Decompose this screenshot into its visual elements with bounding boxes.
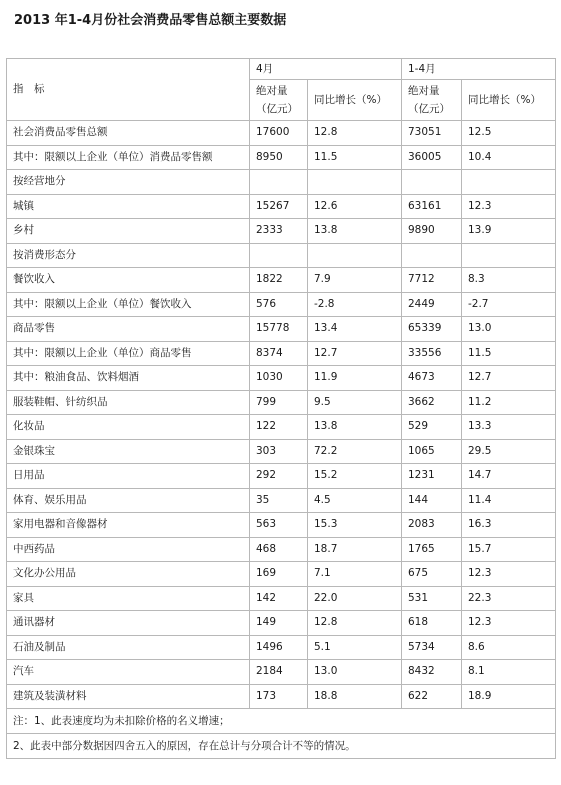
header-index: 指 标	[7, 59, 250, 121]
cell-abs-jan-apr: 2449	[402, 292, 462, 317]
cell-yoy-april: 13.8	[308, 415, 402, 440]
cell-yoy-jan-apr: 22.3	[462, 586, 556, 611]
cell-yoy-jan-apr: 13.9	[462, 219, 556, 244]
row-label: 城镇	[7, 194, 250, 219]
cell-yoy-april: 12.6	[308, 194, 402, 219]
cell-yoy-april: 11.9	[308, 366, 402, 391]
cell-abs-april: 2333	[250, 219, 308, 244]
cell-yoy-jan-apr: 11.2	[462, 390, 556, 415]
cell-yoy-april: 4.5	[308, 488, 402, 513]
row-label: 化妆品	[7, 415, 250, 440]
cell-yoy-jan-apr: 14.7	[462, 464, 556, 489]
row-label: 商品零售	[7, 317, 250, 342]
cell-abs-april: 1030	[250, 366, 308, 391]
cell-yoy-jan-apr: 8.1	[462, 660, 556, 685]
table-row	[7, 513, 556, 538]
cell-abs-jan-apr: 73051	[402, 121, 462, 146]
row-label: 其中：限额以上企业（单位）餐饮收入	[7, 292, 250, 317]
cell-yoy-april: 7.1	[308, 562, 402, 587]
cell-abs-april: 15778	[250, 317, 308, 342]
cell-yoy-april	[308, 243, 402, 268]
table-row	[7, 684, 556, 709]
table-row	[7, 243, 556, 268]
header-period-jan-apr: 1-4月	[402, 59, 556, 80]
cell-abs-jan-apr: 4673	[402, 366, 462, 391]
cell-yoy-jan-apr: 16.3	[462, 513, 556, 538]
cell-yoy-jan-apr: 10.4	[462, 145, 556, 170]
cell-yoy-jan-apr: 12.3	[462, 562, 556, 587]
table-row	[7, 366, 556, 391]
cell-abs-jan-apr: 531	[402, 586, 462, 611]
cell-abs-april: 15267	[250, 194, 308, 219]
note-row	[7, 734, 556, 759]
cell-yoy-jan-apr: 29.5	[462, 439, 556, 464]
cell-abs-jan-apr: 144	[402, 488, 462, 513]
cell-abs-april: 576	[250, 292, 308, 317]
row-label: 家具	[7, 586, 250, 611]
cell-yoy-april: 12.8	[308, 611, 402, 636]
table-row	[7, 317, 556, 342]
cell-yoy-jan-apr: 13.3	[462, 415, 556, 440]
note-row	[7, 709, 556, 734]
cell-yoy-april: 7.9	[308, 268, 402, 293]
row-label: 服装鞋帽、针纺织品	[7, 390, 250, 415]
cell-yoy-jan-apr: -2.7	[462, 292, 556, 317]
cell-abs-jan-apr: 7712	[402, 268, 462, 293]
cell-yoy-jan-apr	[462, 170, 556, 195]
cell-abs-jan-apr: 2083	[402, 513, 462, 538]
cell-abs-jan-apr: 3662	[402, 390, 462, 415]
row-label: 中西药品	[7, 537, 250, 562]
header-period-april: 4月	[250, 59, 402, 80]
table-row	[7, 390, 556, 415]
cell-abs-april: 303	[250, 439, 308, 464]
row-label: 石油及制品	[7, 635, 250, 660]
cell-abs-jan-apr: 1765	[402, 537, 462, 562]
cell-abs-april: 122	[250, 415, 308, 440]
cell-abs-jan-apr: 33556	[402, 341, 462, 366]
row-label: 体育、娱乐用品	[7, 488, 250, 513]
row-label: 文化办公用品	[7, 562, 250, 587]
row-label: 汽车	[7, 660, 250, 685]
cell-abs-jan-apr: 65339	[402, 317, 462, 342]
data-table	[6, 58, 556, 759]
cell-abs-april: 8374	[250, 341, 308, 366]
cell-abs-jan-apr	[402, 243, 462, 268]
cell-yoy-jan-apr: 8.3	[462, 268, 556, 293]
row-label: 其中：限额以上企业（单位）商品零售	[7, 341, 250, 366]
table-notes	[7, 709, 556, 759]
cell-yoy-april: 13.8	[308, 219, 402, 244]
row-label: 按经营地分	[7, 170, 250, 195]
page-title: 2013 年1-4月份社会消费品零售总额主要数据	[14, 13, 287, 28]
cell-abs-jan-apr	[402, 170, 462, 195]
cell-yoy-jan-apr: 8.6	[462, 635, 556, 660]
table-row	[7, 660, 556, 685]
cell-yoy-jan-apr: 12.3	[462, 194, 556, 219]
cell-yoy-april: 12.7	[308, 341, 402, 366]
cell-abs-jan-apr: 675	[402, 562, 462, 587]
cell-abs-april: 8950	[250, 145, 308, 170]
cell-abs-april: 1822	[250, 268, 308, 293]
row-label: 金银珠宝	[7, 439, 250, 464]
cell-abs-april: 1496	[250, 635, 308, 660]
cell-yoy-april: 12.8	[308, 121, 402, 146]
cell-abs-jan-apr: 529	[402, 415, 462, 440]
cell-yoy-april: 18.8	[308, 684, 402, 709]
header-yoy-jan-apr: 同比增长（%）	[462, 80, 556, 121]
row-label: 乡村	[7, 219, 250, 244]
table-row	[7, 586, 556, 611]
row-label: 社会消费品零售总额	[7, 121, 250, 146]
table-row	[7, 268, 556, 293]
row-label: 日用品	[7, 464, 250, 489]
cell-yoy-jan-apr: 12.3	[462, 611, 556, 636]
cell-abs-april: 468	[250, 537, 308, 562]
cell-abs-jan-apr: 36005	[402, 145, 462, 170]
cell-abs-jan-apr: 8432	[402, 660, 462, 685]
header-abs-jan-apr: 绝对量 （亿元）	[402, 80, 462, 121]
cell-abs-jan-apr: 5734	[402, 635, 462, 660]
cell-abs-jan-apr: 622	[402, 684, 462, 709]
row-label: 家用电器和音像器材	[7, 513, 250, 538]
cell-yoy-april: -2.8	[308, 292, 402, 317]
cell-yoy-april: 15.3	[308, 513, 402, 538]
cell-yoy-jan-apr	[462, 243, 556, 268]
cell-abs-april: 173	[250, 684, 308, 709]
cell-abs-april	[250, 243, 308, 268]
cell-abs-april: 17600	[250, 121, 308, 146]
cell-abs-april: 292	[250, 464, 308, 489]
note-2: 2、此表中部分数据因四舍五入的原因，存在总计与分项合计不等的情况。	[7, 734, 556, 759]
table-row	[7, 121, 556, 146]
cell-yoy-april: 5.1	[308, 635, 402, 660]
cell-yoy-jan-apr: 11.5	[462, 341, 556, 366]
cell-abs-april: 149	[250, 611, 308, 636]
cell-yoy-jan-apr: 12.7	[462, 366, 556, 391]
cell-abs-jan-apr: 618	[402, 611, 462, 636]
cell-yoy-jan-apr: 11.4	[462, 488, 556, 513]
table-row	[7, 341, 556, 366]
cell-abs-jan-apr: 63161	[402, 194, 462, 219]
table-row	[7, 415, 556, 440]
cell-abs-jan-apr: 1231	[402, 464, 462, 489]
table-header	[7, 59, 556, 121]
row-label: 建筑及装潢材料	[7, 684, 250, 709]
cell-yoy-april: 15.2	[308, 464, 402, 489]
table-row	[7, 488, 556, 513]
cell-yoy-april: 18.7	[308, 537, 402, 562]
note-1: 注：1、此表速度均为未扣除价格的名义增速；	[7, 709, 556, 734]
cell-yoy-april: 9.5	[308, 390, 402, 415]
cell-yoy-jan-apr: 15.7	[462, 537, 556, 562]
table-row	[7, 145, 556, 170]
row-label: 餐饮收入	[7, 268, 250, 293]
cell-abs-april: 142	[250, 586, 308, 611]
table-row	[7, 464, 556, 489]
table-row	[7, 611, 556, 636]
table-body	[7, 121, 556, 709]
cell-yoy-jan-apr: 18.9	[462, 684, 556, 709]
cell-yoy-april	[308, 170, 402, 195]
cell-yoy-april: 13.0	[308, 660, 402, 685]
table-row	[7, 635, 556, 660]
row-label: 其中：粮油食品、饮料烟酒	[7, 366, 250, 391]
cell-abs-jan-apr: 1065	[402, 439, 462, 464]
table-row	[7, 194, 556, 219]
table-row	[7, 562, 556, 587]
table-row	[7, 219, 556, 244]
header-abs-april: 绝对量 （亿元）	[250, 80, 308, 121]
table-row	[7, 439, 556, 464]
cell-yoy-jan-apr: 12.5	[462, 121, 556, 146]
row-label: 其中：限额以上企业（单位）消费品零售额	[7, 145, 250, 170]
cell-abs-april	[250, 170, 308, 195]
header-row-period	[7, 59, 556, 80]
cell-abs-april: 563	[250, 513, 308, 538]
table-row	[7, 292, 556, 317]
cell-abs-april: 2184	[250, 660, 308, 685]
table-row	[7, 170, 556, 195]
cell-yoy-april: 13.4	[308, 317, 402, 342]
cell-yoy-april: 22.0	[308, 586, 402, 611]
cell-yoy-jan-apr: 13.0	[462, 317, 556, 342]
row-label: 按消费形态分	[7, 243, 250, 268]
cell-abs-april: 799	[250, 390, 308, 415]
cell-yoy-april: 11.5	[308, 145, 402, 170]
cell-abs-april: 169	[250, 562, 308, 587]
header-yoy-april: 同比增长（%）	[308, 80, 402, 121]
row-label: 通讯器材	[7, 611, 250, 636]
table-row	[7, 537, 556, 562]
cell-yoy-april: 72.2	[308, 439, 402, 464]
cell-abs-april: 35	[250, 488, 308, 513]
cell-abs-jan-apr: 9890	[402, 219, 462, 244]
